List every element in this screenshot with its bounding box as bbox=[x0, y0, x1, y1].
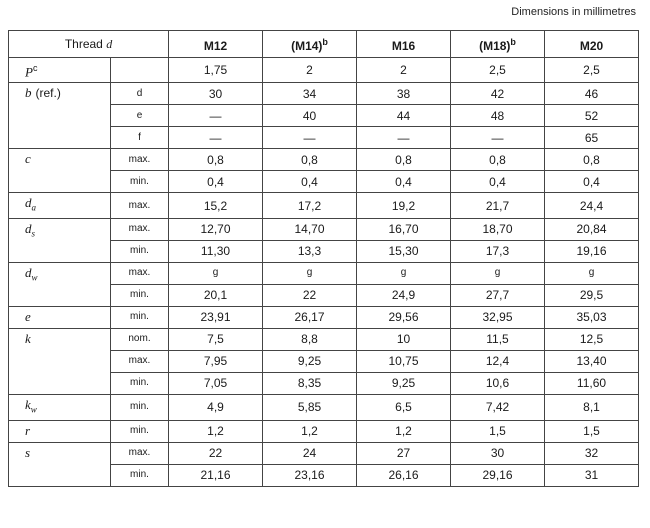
column-header: $(M18)^b$ bbox=[451, 31, 545, 58]
value-cell: 2 bbox=[357, 58, 451, 83]
value-cell: 19,16 bbox=[545, 240, 639, 262]
value-cell: 0,4 bbox=[545, 171, 639, 193]
value-cell: 52 bbox=[545, 105, 639, 127]
value-cell: — bbox=[357, 127, 451, 149]
value-cell: 7,95 bbox=[169, 350, 263, 372]
row-qualifier: nom. bbox=[111, 328, 169, 350]
symbol-letter: P bbox=[25, 64, 33, 80]
value-cell: 44 bbox=[357, 105, 451, 127]
value-cell: 12,4 bbox=[451, 350, 545, 372]
table-row bbox=[9, 58, 639, 83]
value-cell: 0,4 bbox=[169, 171, 263, 193]
row-qualifier: min. bbox=[111, 284, 169, 306]
value-cell: 11,30 bbox=[169, 240, 263, 262]
table-row bbox=[9, 149, 639, 171]
value-cell: — bbox=[169, 105, 263, 127]
row-qualifier: max. bbox=[111, 218, 169, 240]
value-cell: g bbox=[451, 262, 545, 284]
row-qualifier: max. bbox=[111, 442, 169, 464]
symbol-subscript: a bbox=[31, 202, 36, 213]
row-qualifier: e bbox=[111, 105, 169, 127]
value-cell: 42 bbox=[451, 83, 545, 105]
row-qualifier: min. bbox=[111, 372, 169, 394]
value-cell: 15,30 bbox=[357, 240, 451, 262]
row-qualifier: min. bbox=[111, 171, 169, 193]
value-cell: 1,2 bbox=[357, 420, 451, 442]
value-cell: 30 bbox=[451, 442, 545, 464]
value-cell: 32 bbox=[545, 442, 639, 464]
symbol-letter: e bbox=[25, 308, 31, 324]
table-row bbox=[9, 420, 639, 442]
dimension-symbol bbox=[9, 218, 111, 262]
value-cell: 24,9 bbox=[357, 284, 451, 306]
dimension-symbol bbox=[9, 328, 111, 394]
value-cell: 24 bbox=[263, 442, 357, 464]
value-cell: 65 bbox=[545, 127, 639, 149]
value-cell: 29,56 bbox=[357, 306, 451, 328]
value-cell: 29,5 bbox=[545, 284, 639, 306]
row-qualifier: min. bbox=[111, 420, 169, 442]
value-cell: 11,5 bbox=[451, 328, 545, 350]
value-cell: g bbox=[169, 262, 263, 284]
value-cell: 2,5 bbox=[545, 58, 639, 83]
value-cell: 8,8 bbox=[263, 328, 357, 350]
value-cell: 29,16 bbox=[451, 464, 545, 486]
value-cell: 34 bbox=[263, 83, 357, 105]
value-cell: 27,7 bbox=[451, 284, 545, 306]
value-cell: g bbox=[545, 262, 639, 284]
value-cell: 7,42 bbox=[451, 394, 545, 420]
value-cell: 22 bbox=[169, 442, 263, 464]
table-row bbox=[9, 193, 639, 219]
value-cell: 0,4 bbox=[263, 171, 357, 193]
row-qualifier: min. bbox=[111, 240, 169, 262]
value-cell: 8,1 bbox=[545, 394, 639, 420]
value-cell: 17,2 bbox=[263, 193, 357, 219]
value-cell: 0,8 bbox=[451, 149, 545, 171]
value-cell: 5,85 bbox=[263, 394, 357, 420]
symbol-letter: d bbox=[25, 264, 32, 280]
value-cell: 40 bbox=[263, 105, 357, 127]
dimension-symbol bbox=[9, 58, 111, 83]
value-cell: 17,3 bbox=[451, 240, 545, 262]
symbol-letter: d bbox=[25, 220, 32, 236]
units-caption: Dimensions in millimetres bbox=[511, 6, 636, 18]
value-cell: 35,03 bbox=[545, 306, 639, 328]
row-qualifier: min. bbox=[111, 394, 169, 420]
value-cell: 23,91 bbox=[169, 306, 263, 328]
value-cell: 31 bbox=[545, 464, 639, 486]
symbol-subscript: w bbox=[31, 272, 38, 283]
value-cell: 12,5 bbox=[545, 328, 639, 350]
value-cell: 0,8 bbox=[545, 149, 639, 171]
symbol-letter: b bbox=[25, 85, 32, 101]
value-cell: 13,3 bbox=[263, 240, 357, 262]
value-cell: 26,17 bbox=[263, 306, 357, 328]
symbol-letter: c bbox=[25, 151, 31, 167]
symbol-letter: r bbox=[25, 422, 31, 438]
value-cell: 0,8 bbox=[169, 149, 263, 171]
value-cell: — bbox=[263, 127, 357, 149]
value-cell: 14,70 bbox=[263, 218, 357, 240]
symbol-letter: k bbox=[25, 396, 31, 412]
table-row bbox=[9, 306, 639, 328]
value-cell: 1,75 bbox=[169, 58, 263, 83]
value-cell: 38 bbox=[357, 83, 451, 105]
row-qualifier: f bbox=[111, 127, 169, 149]
value-cell: 2 bbox=[263, 58, 357, 83]
value-cell: 16,70 bbox=[357, 218, 451, 240]
thread-label: Thread bbox=[64, 37, 103, 51]
value-cell: 24,4 bbox=[545, 193, 639, 219]
symbol-subscript: s bbox=[31, 228, 36, 239]
column-header: M16 bbox=[357, 31, 451, 58]
value-cell: 1,2 bbox=[169, 420, 263, 442]
value-cell: 27 bbox=[357, 442, 451, 464]
value-cell: 7,5 bbox=[169, 328, 263, 350]
value-cell: 26,16 bbox=[357, 464, 451, 486]
value-cell: 20,1 bbox=[169, 284, 263, 306]
value-cell: 48 bbox=[451, 105, 545, 127]
row-qualifier bbox=[111, 58, 169, 83]
dimension-symbol bbox=[9, 262, 111, 306]
value-cell: 2,5 bbox=[451, 58, 545, 83]
dimension-symbol bbox=[9, 149, 111, 193]
dimension-symbol bbox=[9, 442, 111, 486]
value-cell: 46 bbox=[545, 83, 639, 105]
value-cell: 11,60 bbox=[545, 372, 639, 394]
value-cell: 0,4 bbox=[451, 171, 545, 193]
table-row bbox=[9, 328, 639, 350]
row-qualifier: max. bbox=[111, 193, 169, 219]
value-cell: 1,5 bbox=[451, 420, 545, 442]
value-cell: 30 bbox=[169, 83, 263, 105]
symbol-subscript: w bbox=[30, 404, 37, 415]
dimensions-table bbox=[8, 30, 639, 487]
value-cell: 19,2 bbox=[357, 193, 451, 219]
value-cell: 9,25 bbox=[263, 350, 357, 372]
symbol-letter: s bbox=[25, 444, 31, 460]
value-cell: 22 bbox=[263, 284, 357, 306]
value-cell: 1,2 bbox=[263, 420, 357, 442]
value-cell: 4,9 bbox=[169, 394, 263, 420]
dimension-symbol bbox=[9, 83, 111, 149]
symbol-footnote: c bbox=[32, 63, 38, 73]
value-cell: g bbox=[263, 262, 357, 284]
value-cell: 20,84 bbox=[545, 218, 639, 240]
value-cell: 10,75 bbox=[357, 350, 451, 372]
dimension-symbol bbox=[9, 420, 111, 442]
value-cell: 21,16 bbox=[169, 464, 263, 486]
dimension-symbol bbox=[9, 193, 111, 219]
value-cell: 6,5 bbox=[357, 394, 451, 420]
value-cell: — bbox=[169, 127, 263, 149]
column-header: $(M14)^b$ bbox=[263, 31, 357, 58]
row-qualifier: min. bbox=[111, 306, 169, 328]
symbol-letter: k bbox=[25, 330, 31, 346]
value-cell: 23,16 bbox=[263, 464, 357, 486]
value-cell: 32,95 bbox=[451, 306, 545, 328]
table-row bbox=[9, 83, 639, 105]
value-cell: 10 bbox=[357, 328, 451, 350]
value-cell: 8,35 bbox=[263, 372, 357, 394]
value-cell: 12,70 bbox=[169, 218, 263, 240]
value-cell: 21,7 bbox=[451, 193, 545, 219]
symbol-letter: d bbox=[25, 195, 32, 211]
row-qualifier: max. bbox=[111, 262, 169, 284]
row-qualifier: min. bbox=[111, 464, 169, 486]
table-body bbox=[9, 58, 639, 487]
value-cell: 0,4 bbox=[357, 171, 451, 193]
value-cell: g bbox=[357, 262, 451, 284]
value-cell: 0,8 bbox=[263, 149, 357, 171]
value-cell: 0,8 bbox=[357, 149, 451, 171]
value-cell: 7,05 bbox=[169, 372, 263, 394]
dimension-symbol bbox=[9, 306, 111, 328]
symbol-note: (ref.) bbox=[35, 86, 61, 101]
row-qualifier: max. bbox=[111, 350, 169, 372]
thread-header bbox=[9, 31, 169, 58]
table-row bbox=[9, 442, 639, 464]
row-qualifier: max. bbox=[111, 149, 169, 171]
value-cell: — bbox=[451, 127, 545, 149]
column-header: M12 bbox=[169, 31, 263, 58]
value-cell: 9,25 bbox=[357, 372, 451, 394]
value-cell: 15,2 bbox=[169, 193, 263, 219]
value-cell: 18,70 bbox=[451, 218, 545, 240]
thread-symbol: d bbox=[106, 37, 113, 51]
table-row bbox=[9, 262, 639, 284]
header-row bbox=[9, 31, 639, 58]
row-qualifier: d bbox=[111, 83, 169, 105]
column-header: M20 bbox=[545, 31, 639, 58]
value-cell: 1,5 bbox=[545, 420, 639, 442]
value-cell: 10,6 bbox=[451, 372, 545, 394]
table-row bbox=[9, 394, 639, 420]
dimension-symbol bbox=[9, 394, 111, 420]
value-cell: 13,40 bbox=[545, 350, 639, 372]
table-row bbox=[9, 218, 639, 240]
